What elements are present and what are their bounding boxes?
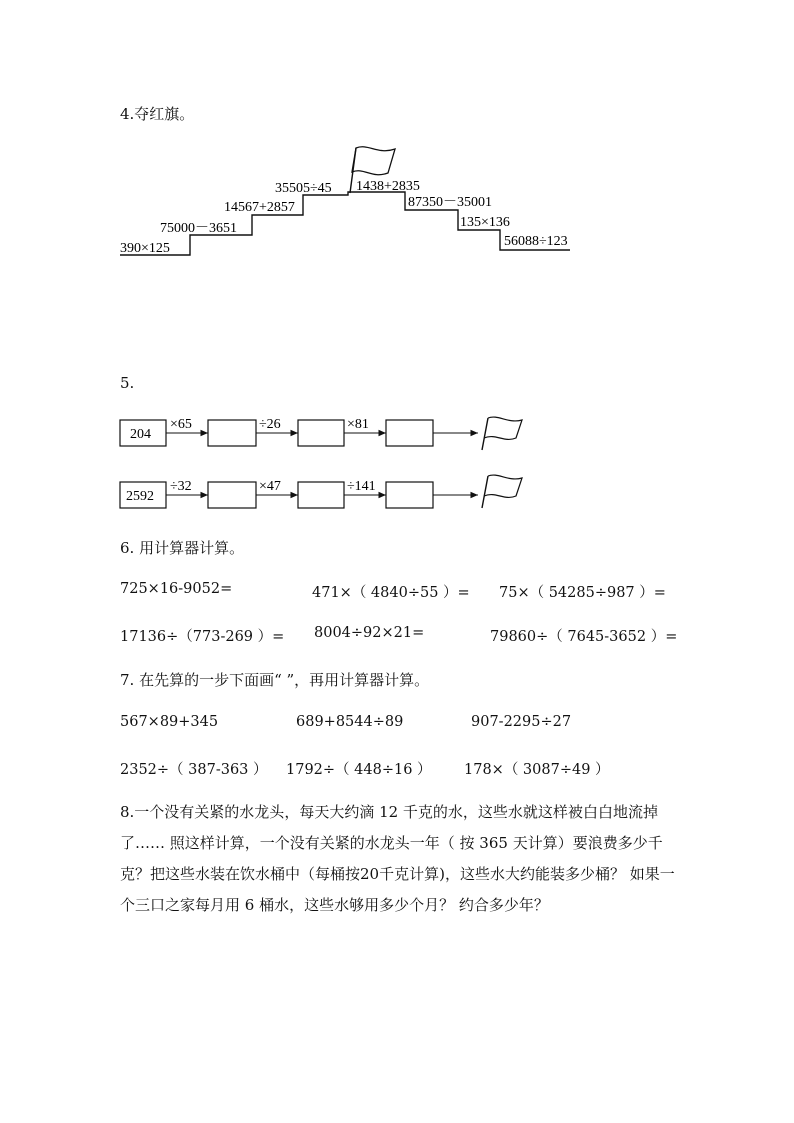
step-label: 75000－3651 [160,221,237,236]
expression: 567×89+345 [120,714,219,730]
operation-label: ÷32 [170,479,192,494]
step-label: 390×125 [120,241,170,256]
staircase-diagram [0,0,794,280]
expression: 79860÷（ 7645-3652 ）= [490,629,678,645]
expression: 471×（ 4840÷55 ）= [312,585,470,601]
expression: 725×16-9052= [120,581,233,597]
flag-icon [482,417,522,450]
answer-box[interactable] [298,420,344,446]
chain-2 [120,475,522,508]
answer-box[interactable] [386,482,433,508]
operation-label: ×81 [347,417,369,432]
expression: 689+8544÷89 [296,714,404,730]
word-problem: 8.一个没有关紧的水龙头，每天大约滴 12 千克的水，这些水就这样被白白地流掉了…… 照这样计算，一个没有关紧的水龙头一年（ 按 365 天计算）要浪费多少千克？把这些水装在饮水桶中（每桶按20千克计算)，这些水大约能装多少桶？ 如果一个三口之家每月用 6 桶水，这些水够用多少个月？ 约合多少年？ [120,803,675,914]
expression: 2352÷（ 387-363 ） [120,762,268,778]
q4-title: 4.夺红旗。 [120,105,195,123]
step-label: 1438+2835 [356,179,420,194]
operation-chains [0,400,794,540]
operation-label: ÷141 [347,479,376,494]
q5-title: 5. [120,374,135,392]
step-label: 135×136 [460,215,510,230]
answer-box[interactable] [298,482,344,508]
step-label: 87350－35001 [408,195,492,210]
chain-1 [120,417,522,450]
answer-box[interactable] [208,482,256,508]
expression: 75×（ 54285÷987 ）= [499,585,666,601]
start-value: 2592 [126,489,154,504]
answer-box[interactable] [208,420,256,446]
step-label: 14567+2857 [224,200,295,215]
start-value: 204 [130,427,151,442]
q6-title: 6. 用计算器计算。 [120,539,245,557]
step-label: 35505÷45 [275,181,332,196]
flag-icon [482,475,522,508]
answer-box[interactable] [386,420,433,446]
expression: 17136÷（773-269 ）= [120,629,285,645]
operation-label: ÷26 [259,417,281,432]
q7-title: 7. 在先算的一步下面画“ ”，再用计算器计算。 [120,671,430,689]
expression: 178×（ 3087÷49 ） [464,762,610,778]
step-label: 56088÷123 [504,234,568,249]
operation-label: ×65 [170,417,192,432]
expression: 1792÷（ 448÷16 ） [286,762,432,778]
expression: 8004÷92×21= [314,625,425,641]
expression: 907-2295÷27 [471,714,572,730]
operation-label: ×47 [259,479,281,494]
